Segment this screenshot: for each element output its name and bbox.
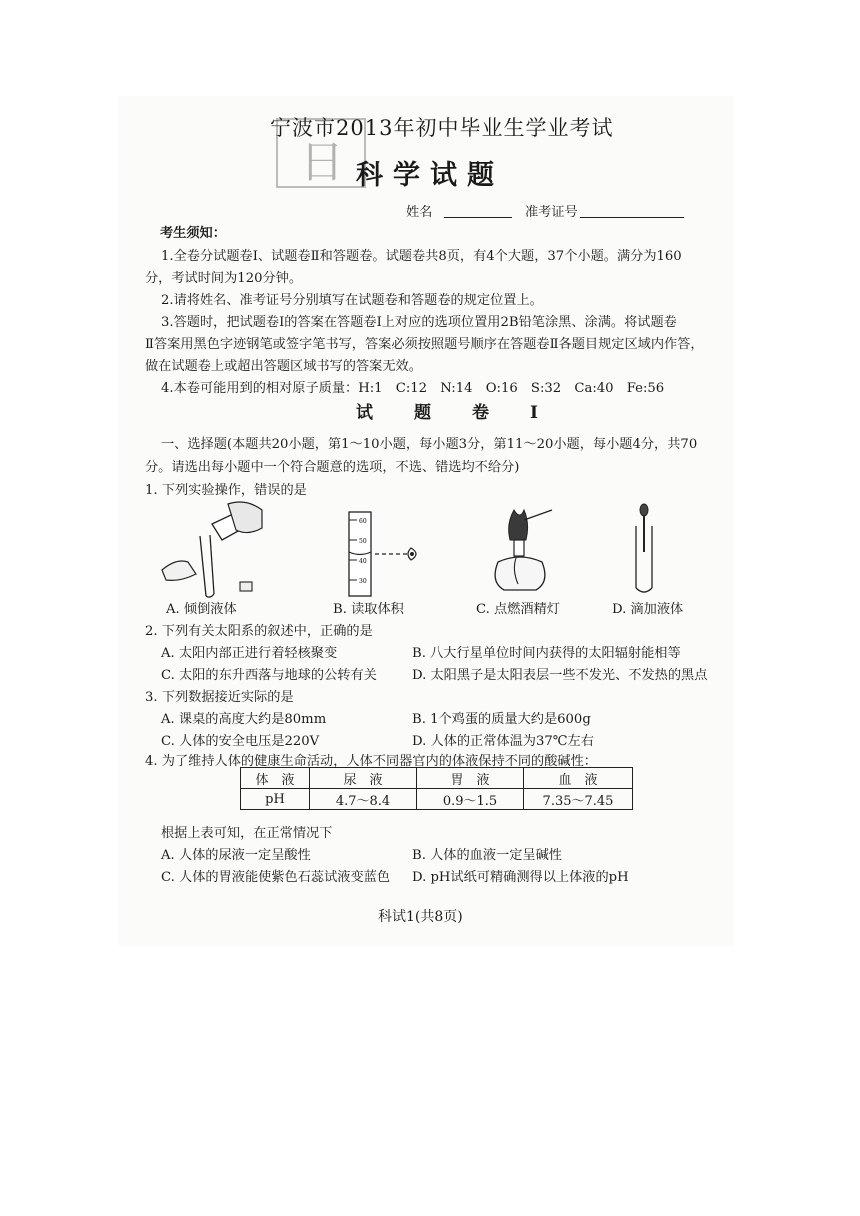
q2-option-d: D. 太阳黑子是太阳表层一些不发光、不发热的黑点: [412, 668, 708, 683]
ph-table: [240, 767, 633, 810]
measuring-cylinder-illustration: [325, 508, 431, 600]
pouring-liquid-illustration: [158, 500, 270, 598]
table-header-cell: 血 液: [524, 768, 633, 789]
table-row: [241, 789, 633, 810]
cylinder-tick-40: 40: [359, 558, 367, 565]
name-label: 姓名: [406, 205, 433, 220]
section-intro: 一、选择题(本题共20小题，第1～10小题，每小题3分，第11～20小题，每小题4分，共70: [161, 437, 698, 452]
notice-item-1-cont: 分，考试时间为120分钟。: [145, 271, 303, 286]
table-cell: 7.35～7.45: [524, 789, 633, 810]
q1-option-c: C. 点燃酒精灯: [476, 602, 560, 617]
cylinder-tick-50: 50: [359, 538, 367, 545]
notice-item-4: 4.本卷可能用到的相对原子质量：H:1 C:12 N:14 O:16 S:32 Ca:40 Fe:56: [161, 381, 665, 396]
q4-option-b: B. 人体的血液一定呈碱性: [412, 848, 562, 863]
name-field[interactable]: [444, 199, 512, 218]
id-field[interactable]: [580, 199, 684, 218]
q4-lead: 根据上表可知，在正常情况下: [161, 826, 333, 841]
q3-option-d: D. 人体的正常体温为37℃左右: [412, 734, 594, 749]
table-header-cell: 尿 液: [310, 768, 417, 789]
q2-stem: 2. 下列有关太阳系的叙述中，正确的是: [145, 624, 373, 639]
q4-option-a: A. 人体的尿液一定呈酸性: [161, 848, 311, 863]
table-header-cell: 胃 液: [417, 768, 524, 789]
q2-option-a: A. 太阳内部正进行着轻核聚变: [161, 646, 338, 661]
q1-stem: 1. 下列实验操作，错误的是: [145, 483, 307, 498]
table-header-cell: 体 液: [241, 768, 310, 789]
cylinder-tick-30: 30: [359, 578, 367, 585]
notice-item-3-cont2: 做在试题卷上或超出答题区域书写的答案无效。: [145, 359, 422, 374]
q3-stem: 3. 下列数据接近实际的是: [145, 690, 294, 705]
stamp-text: 日: [300, 137, 344, 188]
q2-option-c: C. 太阳的东升西落与地球的公转有关: [161, 668, 377, 683]
q3-option-c: C. 人体的安全电压是220V: [161, 734, 320, 749]
q4-option-c: C. 人体的胃液能使紫色石蕊试液变蓝色: [161, 870, 391, 885]
q4-stem: 4. 为了维持人体的健康生命活动，人体不同器官内的体液保持不同的酸碱性：: [145, 754, 597, 769]
table-cell: pH: [241, 789, 310, 810]
exam-title: 宁波市2013年初中毕业生学业考试: [270, 116, 614, 140]
q4-option-d: D. pH试纸可精确测得以上体液的pH: [412, 870, 629, 885]
alcohol-lamp-illustration: [480, 506, 564, 598]
section-intro-cont: 分。请选出每小题中一个符合题意的选项，不选、错选均不给分): [145, 460, 520, 475]
q1-option-b: B. 读取体积: [333, 602, 404, 617]
section-title: 试 题 卷 Ⅰ: [356, 403, 550, 423]
q1-option-a: A. 倾倒液体: [166, 602, 237, 617]
notice-item-1: 1.全卷分试题卷Ⅰ、试题卷Ⅱ和答题卷。试题卷共8页，有4个大题，37个小题。满分为160: [161, 249, 682, 264]
q1-option-d: D. 滴加液体: [612, 602, 684, 617]
q3-option-a: A. 课桌的高度大约是80mm: [161, 712, 327, 727]
notice-item-2: 2.请将姓名、准考证号分别填写在试题卷和答题卷的规定位置上。: [161, 293, 543, 308]
notice-heading: 考生须知：: [160, 226, 226, 241]
dropper-test-tube-illustration: [624, 502, 664, 598]
subject-title: 科学试题: [356, 160, 504, 191]
cylinder-tick-60: 60: [359, 518, 367, 525]
notice-item-3-cont: Ⅱ答案用黑色字迹钢笔或签字笔书写，答案必须按照题号顺序在答题卷Ⅱ各题目规定区域内作答，: [145, 337, 704, 352]
table-header-row: [241, 768, 633, 789]
table-cell: 4.7～8.4: [310, 789, 417, 810]
q3-option-b: B. 1个鸡蛋的质量大约是600g: [412, 712, 591, 727]
page-footer: 科试1(共8页): [378, 909, 463, 925]
id-label: 准考证号: [525, 205, 578, 220]
table-cell: 0.9～1.5: [417, 789, 524, 810]
q2-option-b: B. 八大行星单位时间内获得的太阳辐射能相等: [412, 646, 681, 661]
notice-item-3: 3.答题时，把试题卷Ⅰ的答案在答题卷Ⅰ上对应的选项位置用2B铅笔涂黑、涂满。将试题卷: [161, 315, 677, 330]
